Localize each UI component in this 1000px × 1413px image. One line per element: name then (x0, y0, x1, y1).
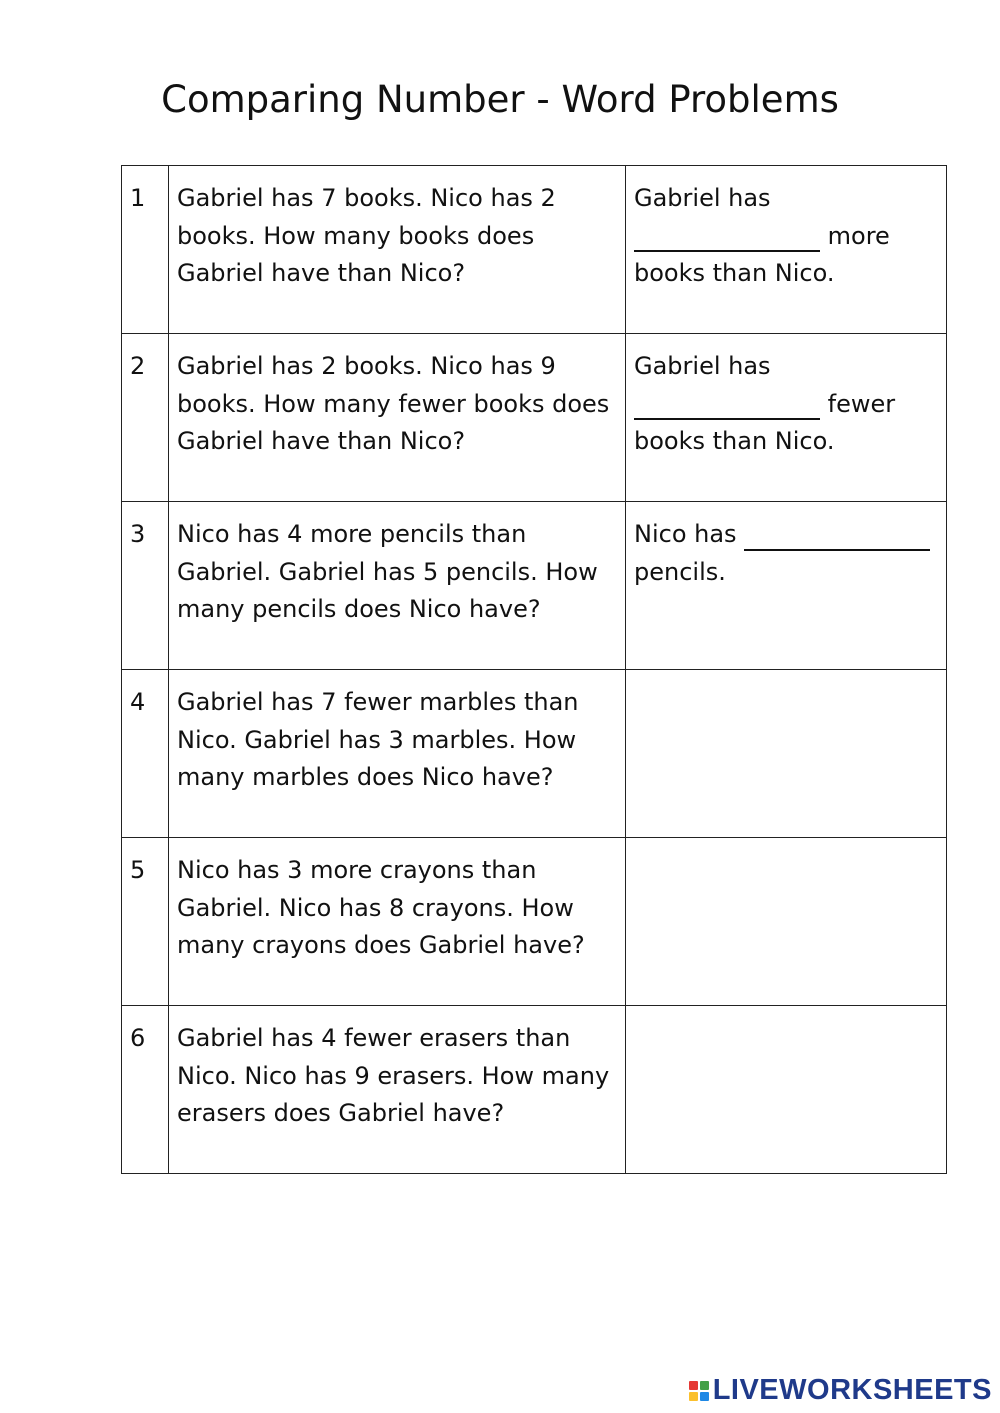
page-title: Comparing Number - Word Problems (161, 78, 839, 121)
table-row (122, 502, 947, 670)
table-row (122, 1006, 947, 1174)
answer-prefix: Gabriel has (634, 352, 771, 380)
answer-end: books than Nico. (634, 259, 835, 287)
logo-square-blue (700, 1392, 709, 1401)
problem-question: Gabriel has 2 books. Nico has 9 books. How many fewer books does Gabriel have than Nico? (169, 334, 626, 502)
answer-input-1[interactable] (634, 224, 820, 252)
problem-question: Nico has 4 more pencils than Gabriel. Gabriel has 5 pencils. How many pencils does Nico have? (169, 502, 626, 670)
problems-table (121, 165, 947, 1174)
answer-end: pencils. (634, 557, 726, 586)
problem-question: Gabriel has 7 fewer marbles than Nico. Gabriel has 3 marbles. How many marbles does Nico have? (169, 670, 626, 838)
logo-square-red (689, 1381, 698, 1390)
problem-number: 5 (122, 838, 169, 1006)
problem-number: 2 (122, 334, 169, 502)
problem-question: Gabriel has 4 fewer erasers than Nico. Nico has 9 erasers. How many erasers does Gabriel have? (169, 1006, 626, 1174)
table-row (122, 166, 947, 334)
logo-square-green (700, 1381, 709, 1390)
answer-prefix: Nico has (634, 520, 737, 548)
problem-question: Nico has 3 more crayons than Gabriel. Nico has 8 crayons. How many crayons does Gabriel have? (169, 838, 626, 1006)
answer-cell (626, 502, 947, 670)
answer-cell-empty[interactable] (626, 670, 947, 838)
problem-number: 1 (122, 166, 169, 334)
answer-input-2[interactable] (634, 392, 820, 420)
logo-square-yellow (689, 1392, 698, 1401)
problem-number: 4 (122, 670, 169, 838)
brand-watermark[interactable] (689, 1374, 992, 1407)
table-row (122, 670, 947, 838)
answer-cell (626, 166, 947, 334)
answer-suffix: fewer (827, 389, 896, 418)
brand-name: LIVEWORKSHEETS (712, 1374, 992, 1406)
table-row (122, 334, 947, 502)
answer-cell-empty[interactable] (626, 1006, 947, 1174)
answer-cell (626, 334, 947, 502)
problem-number: 3 (122, 502, 169, 670)
answer-suffix: more (827, 221, 890, 250)
table-row (122, 838, 947, 1006)
answer-prefix: Gabriel has (634, 184, 771, 212)
answer-cell-empty[interactable] (626, 838, 947, 1006)
problem-number: 6 (122, 1006, 169, 1174)
answer-end: books than Nico. (634, 427, 835, 455)
problem-question: Gabriel has 7 books. Nico has 2 books. How many books does Gabriel have than Nico? (169, 166, 626, 334)
liveworksheets-logo-icon (689, 1381, 709, 1401)
answer-input-3[interactable] (744, 523, 930, 551)
